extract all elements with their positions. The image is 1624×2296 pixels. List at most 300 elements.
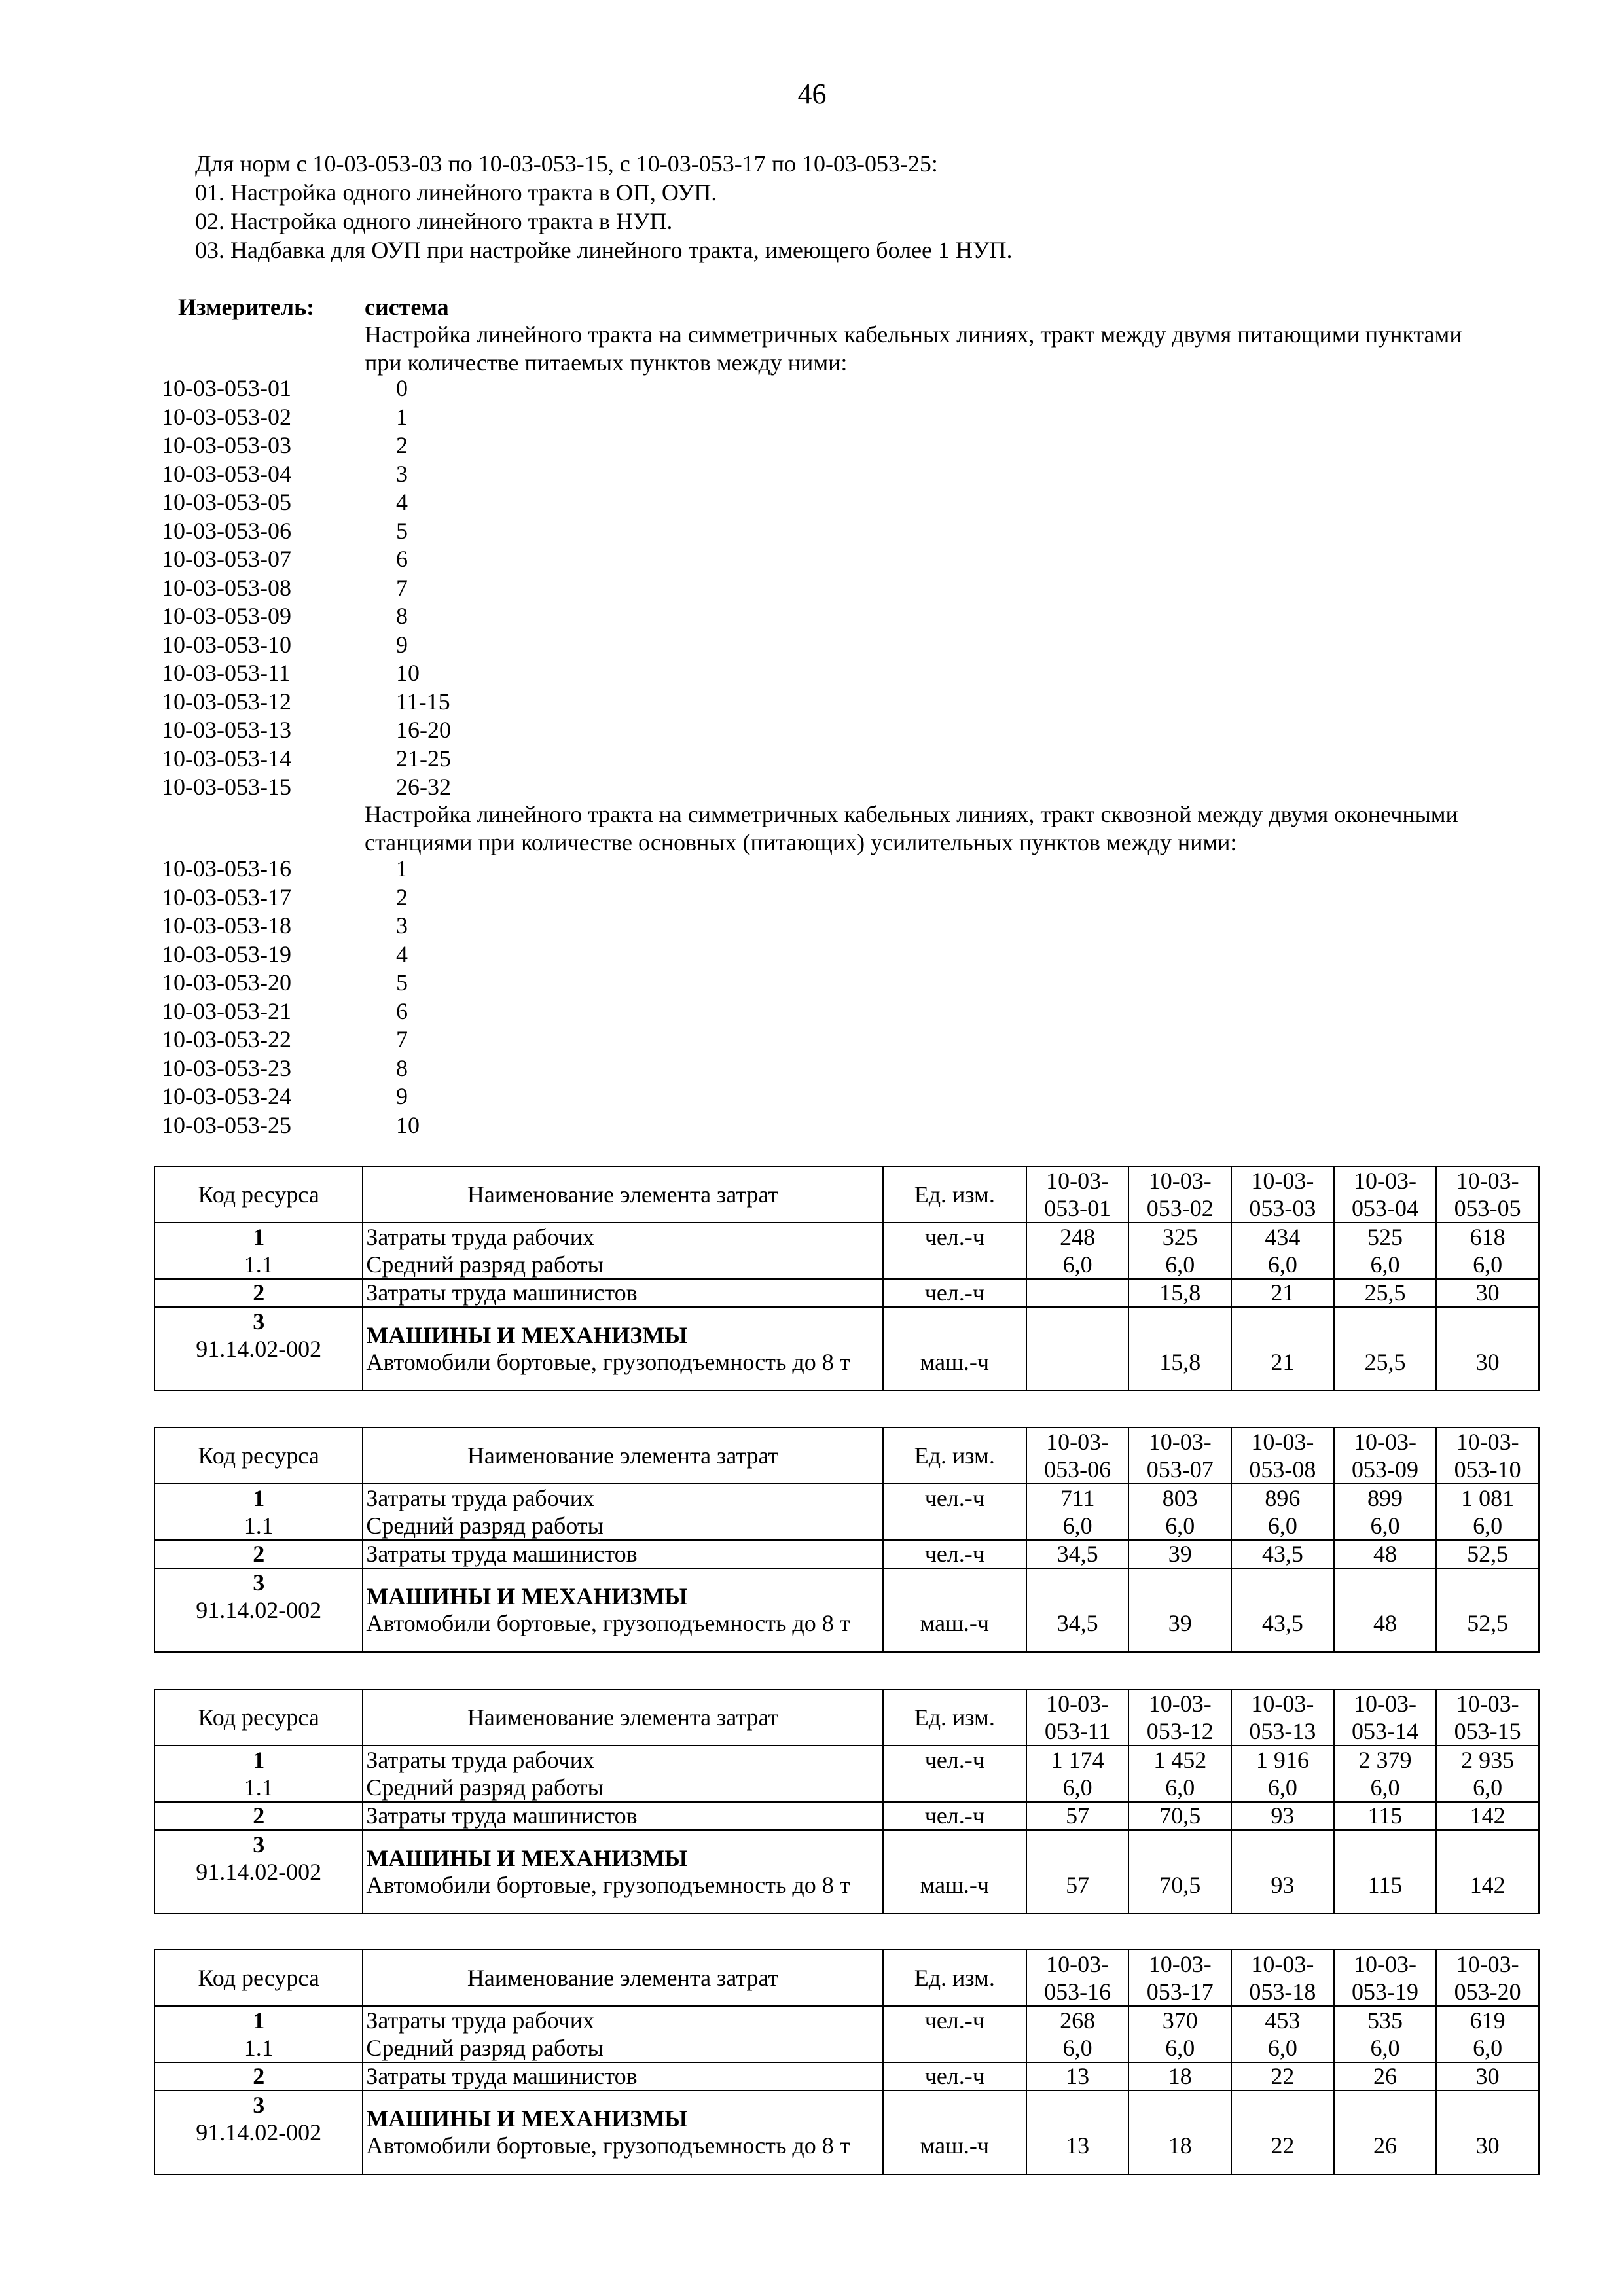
table-row	[154, 1223, 1539, 1279]
header-norm-code-line: 053-01	[1044, 1195, 1111, 1221]
header-norm-code-line: 053-14	[1352, 1718, 1419, 1744]
row-code-line: 91.14.02-002	[196, 1859, 322, 1885]
header-norm-code-line: 053-05	[1454, 1195, 1521, 1221]
row-code: 2	[154, 2062, 363, 2090]
row-code-line: 91.14.02-002	[196, 2119, 322, 2145]
header-norm-code	[1334, 1689, 1437, 1746]
norm-code: 10-03-053-22	[162, 1026, 291, 1052]
header-code: Код ресурса	[154, 1166, 363, 1223]
row-value: 39	[1128, 1568, 1231, 1652]
row-value: 39	[1128, 1540, 1231, 1568]
header-norm-code-line: 10-03-	[1251, 1951, 1314, 1977]
section2-desc-line: Настройка линейного тракта на симметричных кабельных линиях, тракт сквозной между двумя оконечными	[365, 801, 1458, 827]
row-value: 43,5	[1231, 1568, 1334, 1652]
norm-value: 10	[396, 660, 420, 686]
row-name-line: Средний разряд работы	[366, 1774, 604, 1801]
row-value: 70,5	[1128, 1830, 1231, 1914]
row-value: 142	[1436, 1802, 1539, 1830]
row-value-line: 2 935	[1461, 1747, 1515, 1773]
header-norm-code	[1128, 1950, 1231, 2006]
row-value	[1128, 1746, 1231, 1802]
header-name: Наименование элемента затрат	[363, 1689, 882, 1746]
header-norm-code	[1231, 1689, 1334, 1746]
header-norm-code-line: 10-03-	[1148, 1951, 1212, 1977]
row-code-line: 1	[253, 2007, 265, 2034]
header-norm-code-line: 053-20	[1454, 1979, 1521, 2005]
row-value: 15,8	[1128, 1307, 1231, 1391]
header-norm-code-line: 10-03-	[1456, 1429, 1519, 1455]
table-row	[154, 1307, 1539, 1391]
row-value	[1026, 1307, 1129, 1391]
section1-desc-line: при количестве питаемых пунктов между ними:	[365, 350, 848, 376]
row-value-line: 325	[1162, 1224, 1198, 1250]
header-norm-code-line: 053-16	[1044, 1979, 1111, 2005]
norm-value: 6	[396, 997, 408, 1024]
norm-code: 10-03-053-15	[162, 774, 291, 800]
row-unit-line: чел.-ч	[924, 2007, 984, 2034]
header-norm-code-line: 10-03-	[1456, 1951, 1519, 1977]
row-value: 48	[1334, 1568, 1437, 1652]
row-value-line: 1 174	[1051, 1747, 1104, 1773]
norm-code: 10-03-053-14	[162, 745, 291, 772]
norm-value: 3	[396, 912, 408, 939]
row-value: 25,5	[1334, 1307, 1437, 1391]
row-value-line: 6,0	[1267, 1251, 1297, 1278]
norm-code: 10-03-053-12	[162, 688, 291, 715]
row-value	[1128, 1223, 1231, 1279]
norm-code: 10-03-053-08	[162, 574, 291, 601]
norm-value: 4	[396, 941, 408, 967]
row-value: 34,5	[1026, 1568, 1129, 1652]
row-value: 93	[1231, 1802, 1334, 1830]
norm-value: 1	[396, 855, 408, 882]
row-value-line: 899	[1367, 1485, 1403, 1511]
header-norm-code-line: 053-08	[1249, 1456, 1316, 1482]
row-unit: маш.-ч	[883, 1830, 1026, 1914]
row-value-line: 6,0	[1473, 1774, 1503, 1801]
row-value: 30	[1436, 1279, 1539, 1307]
row-value	[1334, 1746, 1437, 1802]
row-value	[1231, 1484, 1334, 1540]
table-row	[154, 1540, 1539, 1568]
intro-line: 01. Настройка одного линейного тракта в ОП, ОУП.	[195, 179, 717, 206]
norm-value: 2	[396, 432, 408, 458]
row-code-line: 1	[253, 1224, 265, 1250]
row-value: 30	[1436, 2062, 1539, 2090]
header-norm-code	[1026, 1427, 1129, 1484]
row-code	[154, 2006, 363, 2062]
row-value-line: 896	[1265, 1485, 1301, 1511]
row-unit: чел.-ч	[883, 1279, 1026, 1307]
table-header-row	[154, 1950, 1539, 2006]
row-code: 2	[154, 1802, 363, 1830]
norm-code: 10-03-053-24	[162, 1083, 291, 1109]
table-row	[154, 1484, 1539, 1540]
header-code: Код ресурса	[154, 1427, 363, 1484]
row-value	[1436, 1223, 1539, 1279]
table-header-row	[154, 1689, 1539, 1746]
row-value: 25,5	[1334, 1279, 1437, 1307]
norm-code: 10-03-053-05	[162, 489, 291, 515]
row-code	[154, 1307, 363, 1391]
row-code	[154, 1568, 363, 1652]
row-value: 30	[1436, 1307, 1539, 1391]
norm-code: 10-03-053-16	[162, 855, 291, 882]
row-value-line: 803	[1162, 1485, 1198, 1511]
resource-table	[154, 1949, 1540, 2175]
header-norm-code-line: 10-03-	[1046, 1168, 1110, 1194]
row-value: 142	[1436, 1830, 1539, 1914]
row-value	[1128, 2006, 1231, 2062]
table-header-row	[154, 1427, 1539, 1484]
header-norm-code	[1026, 1689, 1129, 1746]
intro-line: 02. Настройка одного линейного тракта в НУП.	[195, 208, 673, 234]
row-name-line: МАШИНЫ И МЕХАНИЗМЫ	[366, 1583, 688, 1609]
row-unit: чел.-ч	[883, 2062, 1026, 2090]
header-unit: Ед. изм.	[883, 1689, 1026, 1746]
header-norm-code-line: 10-03-	[1046, 1951, 1110, 1977]
row-value: 48	[1334, 1540, 1437, 1568]
row-code-line: 1.1	[244, 2035, 274, 2061]
header-norm-code-line: 053-09	[1352, 1456, 1419, 1482]
row-code	[154, 1746, 363, 1802]
row-name-line: МАШИНЫ И МЕХАНИЗМЫ	[366, 2106, 688, 2132]
row-value-line: 6,0	[1165, 1774, 1195, 1801]
section2-description	[365, 800, 1543, 857]
row-name: Затраты труда машинистов	[363, 1540, 882, 1568]
header-norm-code-line: 053-19	[1352, 1979, 1419, 2005]
measure-unit: система	[365, 294, 449, 320]
row-value-line: 453	[1265, 2007, 1301, 2034]
row-value: 57	[1026, 1830, 1129, 1914]
header-norm-code	[1334, 1166, 1437, 1223]
header-norm-code-line: 053-15	[1454, 1718, 1521, 1744]
row-value	[1128, 1484, 1231, 1540]
header-unit: Ед. изм.	[883, 1166, 1026, 1223]
row-value-line: 711	[1060, 1485, 1095, 1511]
row-name-line: Средний разряд работы	[366, 1513, 604, 1539]
row-code-line	[158, 1363, 359, 1390]
row-value: 15,8	[1128, 1279, 1231, 1307]
header-norm-code	[1231, 1427, 1334, 1484]
row-value-line: 619	[1470, 2007, 1506, 2034]
row-value	[1026, 1223, 1129, 1279]
row-unit-line	[886, 1512, 1023, 1539]
row-value-line: 268	[1060, 2007, 1096, 2034]
row-value-line: 6,0	[1062, 1251, 1092, 1278]
row-value	[1436, 1746, 1539, 1802]
header-norm-code	[1128, 1427, 1231, 1484]
norm-value: 9	[396, 631, 408, 658]
row-value: 34,5	[1026, 1540, 1129, 1568]
header-norm-code-line: 053-04	[1352, 1195, 1419, 1221]
row-name-line: Автомобили бортовые, грузоподъемность до 8 т	[366, 1872, 850, 1898]
norm-value: 8	[396, 603, 408, 629]
header-name: Наименование элемента затрат	[363, 1427, 882, 1484]
norm-code: 10-03-053-10	[162, 631, 291, 658]
intro-line: Для норм с 10-03-053-03 по 10-03-053-15, с 10-03-053-17 по 10-03-053-25:	[195, 151, 938, 177]
norm-value: 16-20	[396, 717, 451, 743]
row-unit-line: чел.-ч	[924, 1224, 984, 1250]
header-norm-code	[1436, 1689, 1539, 1746]
row-value: 115	[1334, 1830, 1437, 1914]
row-name: Затраты труда машинистов	[363, 1802, 882, 1830]
norm-code: 10-03-053-23	[162, 1054, 291, 1081]
header-code: Код ресурса	[154, 1689, 363, 1746]
norm-code: 10-03-053-17	[162, 884, 291, 910]
header-norm-code-line: 053-06	[1044, 1456, 1111, 1482]
row-name	[363, 1568, 882, 1652]
header-norm-code-line: 053-12	[1146, 1718, 1214, 1744]
row-value-line: 6,0	[1370, 1774, 1400, 1801]
row-value: 93	[1231, 1830, 1334, 1914]
header-norm-code	[1128, 1166, 1231, 1223]
section1-desc-line: Настройка линейного тракта на симметричных кабельных линиях, тракт между двумя питающими пунктами	[365, 321, 1462, 348]
row-value	[1026, 1279, 1129, 1307]
row-code-line: 1.1	[244, 1774, 274, 1801]
header-norm-code-line: 10-03-	[1148, 1168, 1212, 1194]
row-value-line: 6,0	[1062, 1774, 1092, 1801]
row-value-line: 618	[1470, 1224, 1506, 1250]
row-value: 30	[1436, 2090, 1539, 2174]
row-name-line: Затраты труда рабочих	[366, 1747, 595, 1773]
row-name-line: Затраты труда рабочих	[366, 2007, 595, 2034]
row-name-line: Средний разряд работы	[366, 2035, 604, 2061]
row-name: Затраты труда машинистов	[363, 2062, 882, 2090]
header-norm-code-line: 10-03-	[1354, 1429, 1416, 1455]
row-name: Затраты труда машинистов	[363, 1279, 882, 1307]
row-code-line: 1	[253, 1485, 265, 1511]
norm-code: 10-03-053-25	[162, 1111, 291, 1138]
header-unit: Ед. изм.	[883, 1427, 1026, 1484]
header-norm-code-line: 053-07	[1146, 1456, 1214, 1482]
header-norm-code-line: 053-02	[1146, 1195, 1214, 1221]
norm-value: 7	[396, 574, 408, 601]
header-unit: Ед. изм.	[883, 1950, 1026, 2006]
row-code-line	[158, 1886, 359, 1913]
row-value: 57	[1026, 1802, 1129, 1830]
table-row	[154, 1568, 1539, 1652]
header-norm-code-line: 053-11	[1044, 1718, 1111, 1744]
row-value	[1231, 1746, 1334, 1802]
header-norm-code-line: 10-03-	[1046, 1429, 1110, 1455]
header-norm-code	[1334, 1427, 1437, 1484]
row-value-line: 1 452	[1153, 1747, 1207, 1773]
row-code-line: 1	[253, 1747, 265, 1773]
norm-value: 8	[396, 1054, 408, 1081]
row-code	[154, 1484, 363, 1540]
row-unit: чел.-ч	[883, 1802, 1026, 1830]
row-code-line: 3	[253, 1308, 265, 1335]
table-row	[154, 2090, 1539, 2174]
row-code-line	[158, 2146, 359, 2174]
row-value	[1436, 2006, 1539, 2062]
norm-code: 10-03-053-13	[162, 717, 291, 743]
row-value-line: 6,0	[1267, 1513, 1297, 1539]
norm-code: 10-03-053-09	[162, 603, 291, 629]
row-value: 18	[1128, 2090, 1231, 2174]
norm-value: 5	[396, 517, 408, 544]
intro-notes	[195, 149, 1013, 264]
row-unit-line: чел.-ч	[924, 1485, 984, 1511]
header-norm-code	[1436, 1166, 1539, 1223]
row-value: 13	[1026, 2062, 1129, 2090]
norm-code: 10-03-053-18	[162, 912, 291, 939]
header-norm-code	[1026, 1166, 1129, 1223]
row-value: 21	[1231, 1279, 1334, 1307]
row-name-line: Автомобили бортовые, грузоподъемность до 8 т	[366, 1349, 850, 1375]
row-value-line: 6,0	[1062, 1513, 1092, 1539]
header-norm-code-line: 053-17	[1146, 1979, 1214, 2005]
row-value: 115	[1334, 1802, 1437, 1830]
row-name	[363, 1746, 882, 1802]
header-norm-code-line: 10-03-	[1046, 1691, 1110, 1717]
row-name	[363, 1307, 882, 1391]
row-value-line: 248	[1060, 1224, 1096, 1250]
row-name-line: МАШИНЫ И МЕХАНИЗМЫ	[366, 1322, 688, 1348]
table-row	[154, 1279, 1539, 1307]
row-code	[154, 1223, 363, 1279]
row-value	[1334, 1484, 1437, 1540]
norm-value: 3	[396, 460, 408, 487]
table-header-row	[154, 1166, 1539, 1223]
row-unit-line	[886, 2034, 1023, 2062]
header-norm-code	[1128, 1689, 1231, 1746]
header-norm-code-line: 10-03-	[1148, 1691, 1212, 1717]
row-code-line	[158, 1624, 359, 1651]
header-norm-code	[1436, 1950, 1539, 2006]
row-value: 26	[1334, 2090, 1437, 2174]
intro-line: 03. Надбавка для ОУП при настройке линейного тракта, имеющего более 1 НУП.	[195, 237, 1013, 263]
row-code-line: 1.1	[244, 1251, 274, 1278]
header-norm-code	[1231, 1950, 1334, 2006]
row-name-line: Затраты труда рабочих	[366, 1485, 595, 1511]
row-value-line: 6,0	[1165, 1251, 1195, 1278]
row-value	[1026, 1484, 1129, 1540]
table-row	[154, 2062, 1539, 2090]
header-norm-code-line: 053-13	[1249, 1718, 1316, 1744]
norm-code: 10-03-053-03	[162, 432, 291, 458]
row-value: 52,5	[1436, 1568, 1539, 1652]
header-norm-code	[1231, 1166, 1334, 1223]
row-unit-line: чел.-ч	[924, 1747, 984, 1773]
norm-value: 7	[396, 1026, 408, 1052]
row-code: 2	[154, 1540, 363, 1568]
header-norm-code-line: 10-03-	[1251, 1429, 1314, 1455]
norm-code: 10-03-053-04	[162, 460, 291, 487]
row-name-line: Средний разряд работы	[366, 1251, 604, 1278]
row-code: 2	[154, 1279, 363, 1307]
row-value-line: 6,0	[1473, 2035, 1503, 2061]
row-code-line: 91.14.02-002	[196, 1597, 322, 1623]
header-norm-code-line: 10-03-	[1148, 1429, 1212, 1455]
row-value-line: 6,0	[1267, 2035, 1297, 2061]
row-value-line: 370	[1162, 2007, 1198, 2034]
row-value-line: 1 916	[1255, 1747, 1309, 1773]
row-value: 13	[1026, 2090, 1129, 2174]
row-unit	[883, 1484, 1026, 1540]
section1-description	[365, 321, 1543, 377]
section2-desc-line: станциями при количестве основных (питающих) усилительных пунктов между ними:	[365, 829, 1237, 855]
row-value	[1231, 2006, 1334, 2062]
row-value-line: 6,0	[1473, 1251, 1503, 1278]
row-value: 21	[1231, 1307, 1334, 1391]
norm-value: 10	[396, 1111, 420, 1138]
row-name-line: МАШИНЫ И МЕХАНИЗМЫ	[366, 1845, 688, 1871]
row-value-line: 525	[1367, 1224, 1403, 1250]
norm-value: 26-32	[396, 774, 451, 800]
row-value	[1334, 2006, 1437, 2062]
norm-code: 10-03-053-21	[162, 997, 291, 1024]
row-value-line: 6,0	[1370, 2035, 1400, 2061]
row-value-line: 6,0	[1267, 1774, 1297, 1801]
table-row	[154, 1830, 1539, 1914]
row-name	[363, 2006, 882, 2062]
row-code	[154, 2090, 363, 2174]
row-unit-line	[886, 1774, 1023, 1801]
row-value	[1231, 1223, 1334, 1279]
row-value-line: 535	[1367, 2007, 1403, 2034]
table-row	[154, 1746, 1539, 1802]
header-norm-code-line: 053-03	[1249, 1195, 1316, 1221]
header-norm-code-line: 10-03-	[1251, 1168, 1314, 1194]
page-number: 46	[797, 78, 827, 110]
header-code: Код ресурса	[154, 1950, 363, 2006]
norm-value: 1	[396, 403, 408, 430]
row-code-line: 91.14.02-002	[196, 1336, 322, 1362]
header-norm-code-line: 10-03-	[1456, 1168, 1519, 1194]
norm-code: 10-03-053-07	[162, 546, 291, 572]
row-value-line: 1 081	[1461, 1485, 1515, 1511]
row-value	[1026, 1746, 1129, 1802]
header-norm-code-line: 10-03-	[1354, 1951, 1416, 1977]
header-norm-code	[1436, 1427, 1539, 1484]
row-value: 43,5	[1231, 1540, 1334, 1568]
row-value-line: 6,0	[1370, 1251, 1400, 1278]
header-norm-code-line: 053-18	[1249, 1979, 1316, 2005]
row-value	[1026, 2006, 1129, 2062]
table-row	[154, 2006, 1539, 2062]
row-name-line: Автомобили бортовые, грузоподъемность до 8 т	[366, 1610, 850, 1636]
row-code-line: 3	[253, 1570, 265, 1596]
resource-table	[154, 1689, 1540, 1914]
norm-code: 10-03-053-11	[162, 660, 291, 686]
row-value-line: 2 379	[1358, 1747, 1412, 1773]
norm-value: 0	[396, 375, 408, 401]
row-name-line: Автомобили бортовые, грузоподъемность до 8 т	[366, 2132, 850, 2159]
row-name	[363, 1830, 882, 1914]
row-value	[1334, 1223, 1437, 1279]
row-value-line: 6,0	[1165, 1513, 1195, 1539]
row-code-line: 1.1	[244, 1513, 274, 1539]
row-value: 70,5	[1128, 1802, 1231, 1830]
row-unit: маш.-ч	[883, 1568, 1026, 1652]
row-unit: маш.-ч	[883, 1307, 1026, 1391]
row-value-line: 6,0	[1370, 1513, 1400, 1539]
row-code	[154, 1830, 363, 1914]
row-code-line: 3	[253, 2092, 265, 2118]
row-value: 22	[1231, 2090, 1334, 2174]
resource-table	[154, 1427, 1540, 1653]
row-unit-line	[886, 1251, 1023, 1278]
row-unit	[883, 2006, 1026, 2062]
header-name: Наименование элемента затрат	[363, 1166, 882, 1223]
header-norm-code-line: 10-03-	[1354, 1168, 1416, 1194]
norm-value: 4	[396, 489, 408, 515]
row-value: 22	[1231, 2062, 1334, 2090]
norm-value: 6	[396, 546, 408, 572]
row-unit: маш.-ч	[883, 2090, 1026, 2174]
